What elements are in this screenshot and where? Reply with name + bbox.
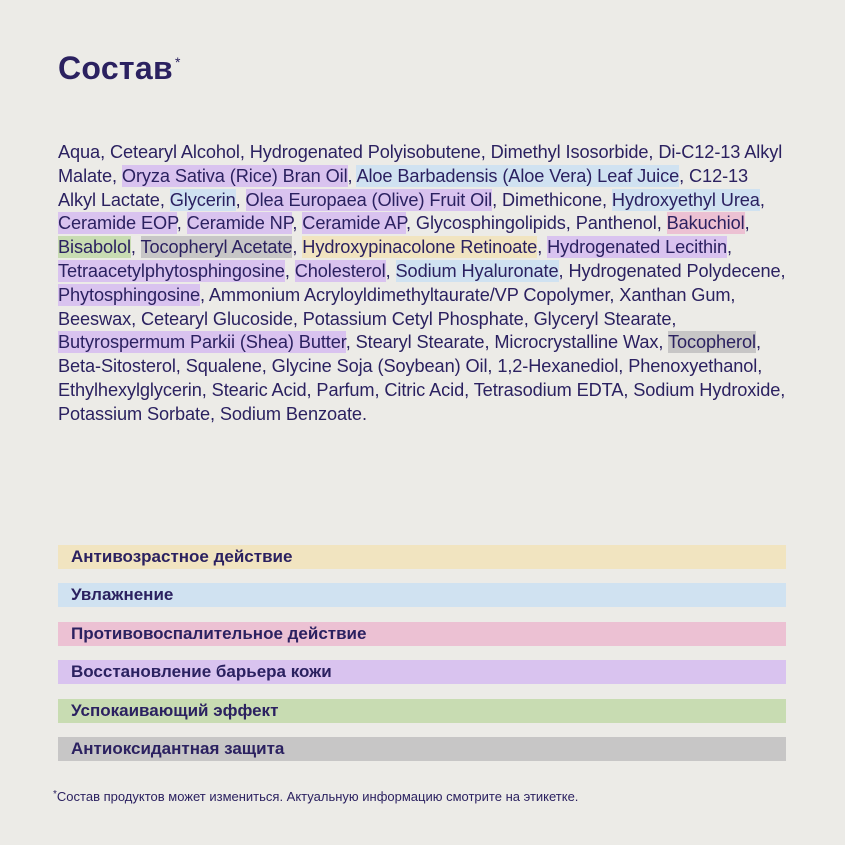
ingredient: Stearyl Stearate: [355, 332, 485, 353]
ingredient: Phenoxyethanol: [628, 356, 758, 377]
ingredient: Olea Europaea (Olive) Fruit Oil: [245, 189, 493, 210]
ingredient: Hydrogenated Lecithin: [547, 237, 728, 258]
ingredient: Glycine Soja (Soybean) Oil: [271, 356, 488, 377]
legend-item-gray: [58, 737, 786, 761]
ingredient: Sodium Benzoate: [219, 403, 362, 424]
ingredient: Ethylhexylglycerin: [58, 379, 202, 400]
ingredient: Tetraacetylphytosphingosine: [58, 260, 285, 281]
ingredient: Hydroxyethyl Urea: [611, 189, 760, 210]
ingredient: Cholesterol: [294, 260, 386, 281]
ingredient: Tocopherol: [668, 332, 756, 353]
ingredient: Butyrospermum Parkii (Shea) Butter: [58, 332, 346, 353]
ingredients-list: Aqua, Cetearyl Alcohol, Hydrogenated Polyisobutene, Dimethyl Isosorbide, Di-C12-13 Alkyl Malate, Oryza Sativa (Rice) Bran Oil, Aloe Barbadensis (Aloe Vera) Leaf Juice, C12-13 Alkyl Lactate, Glycerin, Olea Europaea (Olive) Fruit Oil, Dimethicone, Hydroxyethyl Urea, Ceramide EOP, Ceramide NP, Ceramide AP, Glycosphingolipids, Panthenol, Bakuchiol, Bisabolol, Tocopheryl Acetate, Hydroxypinacolone Retinoate, Hydrogenated Lecithin, Tetraacetylphytosphingosine, Cholesterol, Sodium Hyaluronate, Hydrogenated Polydecene, Phytosphingosine, Ammonium Acryloyldimethyltaurate/VP Copolymer, Xanthan Gum, Beeswax, Cetearyl Glucoside, Potassium Cetyl Phosphate, Glyceryl Stearate, Butyrospermum Parkii (Shea) Butter, Stearyl Stearate, Microcrystalline Wax, Tocopherol, Beta-Sitosterol, Squalene, Glycine Soja (Soybean) Oil, 1,2-Hexanediol, Phenoxyethanol, Ethylhexylglycerin, Stearic Acid, Parfum, Citric Acid, Tetrasodium EDTA, Sodium Hydroxide, Potassium Sorbate, Sodium Benzoate.: [58, 142, 786, 424]
ingredient: Aqua: [58, 142, 101, 162]
title-footnote-mark: *: [174, 54, 181, 70]
legend-label: Увлажнение: [71, 585, 174, 605]
ingredient: Sodium Hydroxide: [633, 379, 781, 400]
ingredient: Bakuchiol: [666, 213, 745, 234]
legend-label: Восстановление барьера кожи: [71, 662, 332, 682]
ingredient: Tocopheryl Acetate: [140, 237, 293, 258]
legend-item-pink: [58, 622, 786, 646]
ingredient: Ceramide AP: [302, 213, 407, 234]
ingredient: Glycerin: [169, 189, 236, 210]
ingredient: Glycosphingolipids: [415, 213, 566, 234]
ingredient: Citric Acid: [384, 379, 465, 400]
footnote: [53, 789, 578, 804]
ingredient: Squalene: [185, 356, 262, 377]
legend-item-yellow: [58, 545, 786, 569]
title-text: Состав: [58, 50, 173, 86]
ingredient: Aloe Barbadensis (Aloe Vera) Leaf Juice: [356, 165, 680, 186]
ingredient: Cetearyl Glucoside: [141, 308, 293, 329]
ingredient: Cetearyl Alcohol: [109, 142, 240, 162]
ingredient: Ammonium Acryloyldimethyltaurate/VP Copolymer: [208, 284, 610, 305]
ingredient: Potassium Sorbate: [58, 403, 210, 424]
ingredient: 1,2-Hexanediol: [497, 356, 619, 377]
ingredient: Bisabolol: [58, 237, 131, 258]
ingredient: Di-C12-13 Alkyl Malate: [58, 142, 783, 186]
ingredient: Phytosphingosine: [58, 284, 200, 305]
footnote-text: Состав продуктов может измениться. Актуальную информацию смотрите на этикетке.: [56, 789, 579, 804]
page-title: [58, 50, 180, 87]
legend-label: Антивозрастное действие: [71, 547, 293, 566]
legend-item-purple: [58, 660, 786, 684]
ingredient: Stearic Acid: [211, 379, 307, 400]
legend-label: Антиоксидантная защита: [71, 738, 285, 758]
ingredient: Microcrystalline Wax: [494, 332, 659, 353]
ingredient: Potassium Cetyl Phosphate: [302, 308, 524, 329]
legend: [58, 545, 786, 775]
ingredient: Ceramide NP: [186, 213, 293, 234]
ingredient: Dimethyl Isosorbide: [490, 142, 649, 162]
legend-item-green: [58, 699, 786, 723]
legend-item-blue: [58, 583, 786, 607]
ingredient: C12-13 Alkyl Lactate: [58, 165, 749, 210]
ingredient: Dimethicone: [502, 189, 603, 210]
ingredient: Glyceryl Stearate: [533, 308, 672, 329]
legend-label: Успокаивающий эффект: [71, 700, 279, 720]
legend-label: Противовоспалительное действие: [71, 623, 367, 643]
ingredient: Hydrogenated Polyisobutene: [249, 142, 481, 162]
ingredient: Hydroxypinacolone Retinoate: [302, 237, 538, 258]
ingredient: Sodium Hyaluronate: [395, 260, 559, 281]
footnote-mark: *: [53, 789, 57, 800]
ingredient: Ceramide EOP: [58, 213, 177, 234]
ingredient: Beeswax: [58, 308, 132, 329]
ingredient: Hydrogenated Polydecene: [568, 260, 781, 281]
ingredient: Beta-Sitosterol: [58, 356, 176, 377]
ingredient: Tetrasodium EDTA: [473, 379, 624, 400]
ingredient: Panthenol: [575, 213, 657, 234]
ingredient: Parfum: [316, 379, 375, 400]
ingredient: Oryza Sativa (Rice) Bran Oil: [121, 165, 348, 186]
ingredient: Xanthan Gum: [619, 284, 731, 305]
